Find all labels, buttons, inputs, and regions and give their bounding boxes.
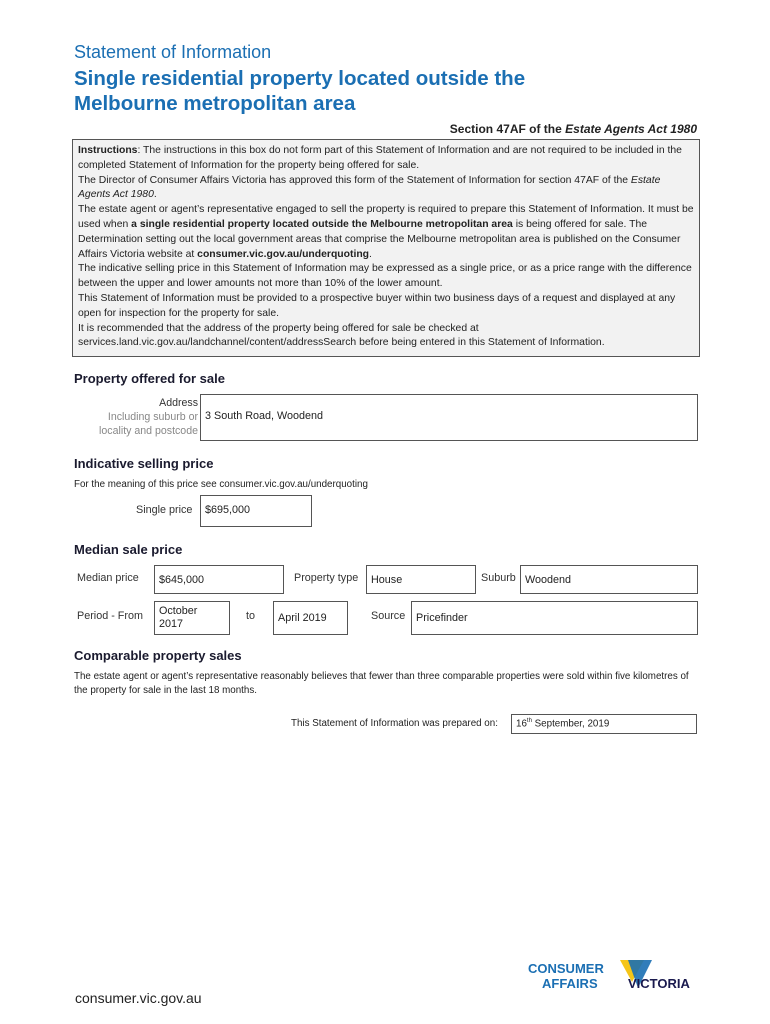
prepared-label: This Statement of Information was prepared on: <box>291 718 498 729</box>
median-price-value: $645,000 <box>159 573 205 586</box>
suburb-value: Woodend <box>525 573 572 586</box>
period-from-month: October <box>159 605 198 617</box>
comparable-heading: Comparable property sales <box>74 648 242 663</box>
section-prefix: Section 47AF of the <box>449 122 566 136</box>
single-price-label: Single price <box>136 504 193 516</box>
instructions-p1 <box>78 144 694 174</box>
instructions-p5: This Statement of Information must be provided to a prospective buyer within two business days of a request and displayed at any open for inspection for the property for sale. <box>78 292 676 319</box>
suburb-field[interactable] <box>520 565 698 594</box>
median-price-field[interactable] <box>154 565 284 594</box>
logo-word-victoria: VICTORIA <box>628 976 690 991</box>
period-to-value: April 2019 <box>278 612 327 624</box>
comparable-text: The estate agent or agent’s representative reasonably believes that fewer than three comparable properties were sold within five kilometres of the property for sale in the last 18 months. <box>74 671 689 696</box>
logo-word-affairs: AFFAIRS <box>542 976 598 991</box>
title-line-1: Single residential property located outside the <box>74 67 526 90</box>
underquoting-link[interactable]: consumer.vic.gov.au/underquoting <box>197 248 370 260</box>
prepared-suffix: th <box>526 718 532 725</box>
period-from-label: Period - From <box>77 610 143 622</box>
source-value: Pricefinder <box>416 612 468 624</box>
property-type-value: House <box>371 573 403 586</box>
footer-url[interactable]: consumer.vic.gov.au <box>75 990 202 1006</box>
property-type-label: Property type <box>294 572 359 584</box>
section-reference <box>450 122 697 136</box>
source-field[interactable] <box>411 601 698 635</box>
address-sublabel-1: Including suburb or <box>107 411 198 423</box>
median-price-label: Median price <box>77 572 139 584</box>
section-act: Estate Agents Act 1980 <box>565 122 697 136</box>
instructions-p4: The indicative selling price in this Statement of Information may be expressed as a single price, or as a price range with the difference between the upper and lower amounts not more than 10% of the lower amount. <box>78 263 692 290</box>
address-label: Address <box>159 397 198 409</box>
instructions-p2-text: The Director of Consumer Affairs Victoria has approved this form of the Statement of Information for section 47AF of the <box>78 174 631 186</box>
address-field[interactable] <box>200 394 698 441</box>
document-title <box>74 66 525 116</box>
consumer-affairs-victoria-logo <box>528 958 708 998</box>
instructions-p2 <box>78 174 694 204</box>
address-label-group <box>80 396 198 438</box>
prepared-date-value <box>516 718 609 729</box>
instructions-p3-a: The estate agent or agent’s representative engaged to sell the property is required to prepare this Statement of Information. It must be used when <box>78 204 694 230</box>
source-label: Source <box>371 610 406 622</box>
instructions-label: Instructions <box>78 145 138 156</box>
logo-word-consumer: CONSUMER <box>528 961 604 976</box>
indicative-heading: Indicative selling price <box>74 456 214 471</box>
prepared-month-year: September, 2019 <box>531 718 610 730</box>
period-from-value <box>159 605 197 631</box>
address-value: 3 South Road, Woodend <box>205 410 324 422</box>
document-kicker: Statement of Information <box>74 42 272 62</box>
period-to-field[interactable] <box>273 601 348 635</box>
instructions-p6: It is recommended that the address of the property being offered for sale be checked at services.land.vic.gov.au/landchannel/content/addressSearch before being entered in this Statement of Information. <box>78 322 605 349</box>
title-line-2: Melbourne metropolitan area <box>74 92 356 115</box>
instructions-p2-act: Estate Agents Act 1980 <box>78 174 661 201</box>
cav-logo-mark <box>528 958 708 998</box>
indicative-note: For the meaning of this price see consumer.vic.gov.au/underquoting <box>74 479 368 490</box>
instructions-p1-text: : The instructions in this box do not form part of this Statement of Information and are not required to be included in the completed Statement of Information for the property being offered for sale. <box>78 145 682 171</box>
instructions-p3-end: . <box>369 248 372 260</box>
single-price-value: $695,000 <box>205 504 251 516</box>
period-from-year: 2017 <box>159 618 184 630</box>
period-from-field[interactable] <box>154 601 230 635</box>
median-heading: Median sale price <box>74 542 183 557</box>
instructions-box <box>72 139 700 357</box>
instructions-p3-bold: a single residential property located outside the Melbourne metropolitan area <box>131 218 513 230</box>
prepared-date-field[interactable] <box>511 714 697 734</box>
single-price-field[interactable] <box>200 495 312 527</box>
property-type-field[interactable] <box>366 565 476 594</box>
instructions-p3 <box>78 203 694 262</box>
suburb-label: Suburb <box>481 572 516 584</box>
property-heading: Property offered for sale <box>74 371 225 386</box>
instructions-p2-end: . <box>153 189 157 201</box>
address-sublabel-2: locality and postcode <box>99 425 198 437</box>
instructions-p3-b: is being offered for sale. The Determination setting out the local government areas that comprise the Melbourne metropolitan area is published on the Consumer Affairs Victoria website at <box>78 218 681 260</box>
period-to-label: to <box>246 610 256 622</box>
prepared-day: 16 <box>516 718 527 730</box>
